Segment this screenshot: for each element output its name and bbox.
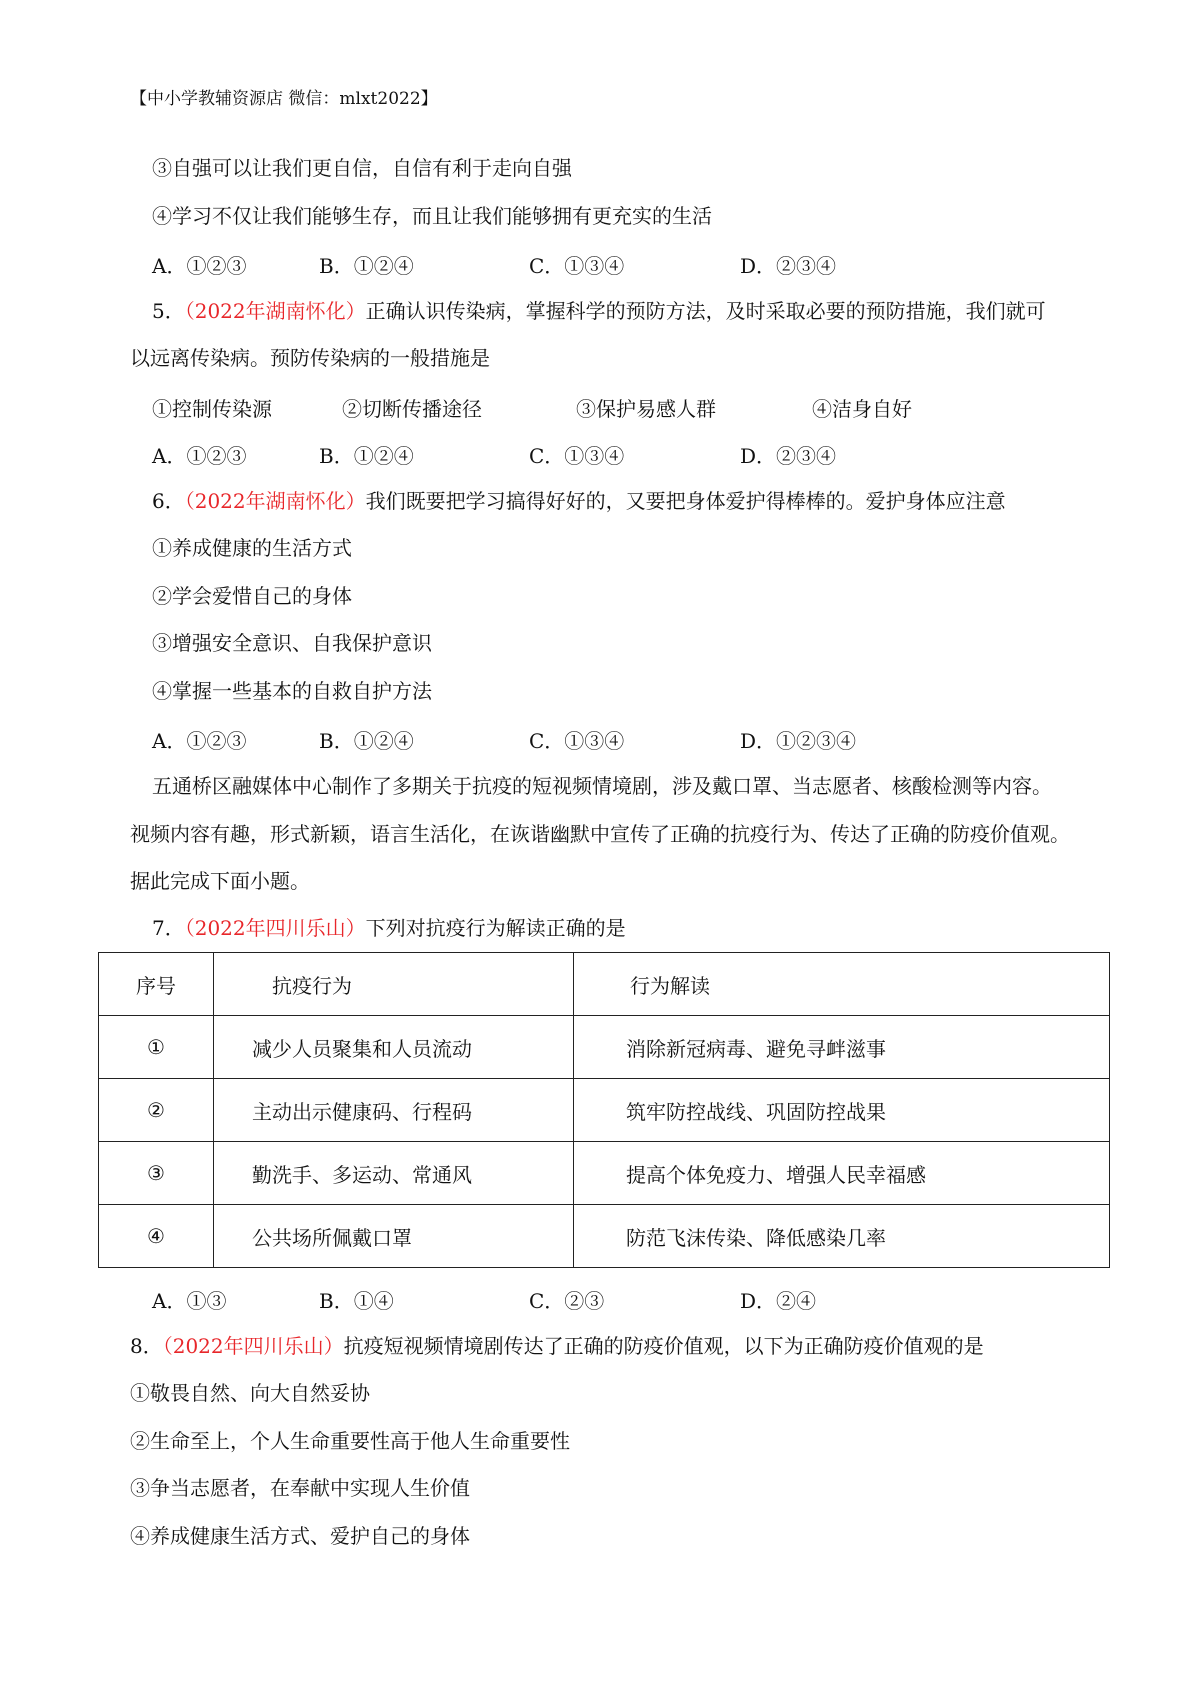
q6-option-c[interactable]: C．①③④: [529, 729, 625, 753]
table-row: [99, 1016, 1110, 1079]
table-cell-interpretation: 防范飞沫传染、降低感染几率: [574, 1205, 1110, 1268]
table-cell-index: ③: [99, 1142, 214, 1205]
q6-source: （2022年湖南怀化）: [184, 489, 366, 513]
q8-item-2: ②生命至上，个人生命重要性高于他人生命重要性: [130, 1429, 570, 1453]
q8-item-4: ④养成健康生活方式、爱护自己的身体: [130, 1524, 470, 1548]
q6-option-a[interactable]: A．①②③: [152, 729, 247, 753]
q5-option-d[interactable]: D．②③④: [740, 444, 837, 468]
q8-source: （2022年四川乐山）: [162, 1334, 344, 1358]
table-cell-interpretation: 提高个体免疫力、增强人民幸福感: [574, 1142, 1110, 1205]
q8-stem: [130, 1333, 984, 1359]
q6-option-b[interactable]: B．①②④: [319, 729, 414, 753]
table-cell-index: ①: [99, 1016, 214, 1079]
table-cell-index: ②: [99, 1079, 214, 1142]
table-cell-action: 公共场所佩戴口罩: [214, 1205, 574, 1268]
table-row: [99, 1142, 1110, 1205]
q4-item-4: ④学习不仅让我们能够生存，而且让我们能够拥有更充实的生活: [152, 204, 712, 228]
q5-item-1: ①控制传染源: [152, 397, 272, 421]
table-cell-action: 减少人员聚集和人员流动: [214, 1016, 574, 1079]
q5-item-4: ④洁身自好: [812, 397, 912, 421]
q4-option-b[interactable]: B．①②④: [319, 254, 414, 278]
table-header-index: 序号: [99, 953, 214, 1016]
q6-item-2: ②学会爱惜自己的身体: [152, 584, 352, 608]
q7-option-a[interactable]: A．①③: [152, 1289, 227, 1313]
q5-item-3: ③保护易感人群: [576, 397, 716, 421]
table-cell-index: ④: [99, 1205, 214, 1268]
q8-stem-text: 抗疫短视频情境剧传达了正确的防疫价值观，以下为正确防疫价值观的是: [343, 1334, 984, 1358]
table-row: [99, 1079, 1110, 1142]
page-header: 【中小学教辅资源店 微信：mlxt2022】: [130, 89, 438, 109]
table-cell-action: 主动出示健康码、行程码: [214, 1079, 574, 1142]
q5-number: 5．: [152, 299, 185, 323]
q5-item-2: ②切断传播途径: [342, 397, 482, 421]
passage-line-1: 五通桥区融媒体中心制作了多期关于抗疫的短视频情境剧，涉及戴口罩、当志愿者、核酸检测等内容。: [152, 774, 1052, 798]
table-row: [99, 1205, 1110, 1268]
q5-option-c[interactable]: C．①③④: [529, 444, 625, 468]
q7-stem: [152, 915, 626, 941]
q6-number: 6．: [152, 489, 185, 513]
q7-table: [98, 952, 1110, 1268]
q7-source: （2022年四川乐山）: [184, 916, 366, 940]
q7-number: 7．: [152, 916, 185, 940]
q8-number: 8．: [130, 1334, 163, 1358]
q6-item-1: ①养成健康的生活方式: [152, 536, 352, 560]
q7-option-c[interactable]: C．②③: [529, 1289, 605, 1313]
q7-stem-text: 下列对抗疫行为解读正确的是: [365, 916, 626, 940]
q4-option-c[interactable]: C．①③④: [529, 254, 625, 278]
q6-option-d[interactable]: D．①②③④: [740, 729, 857, 753]
q6-item-3: ③增强安全意识、自我保护意识: [152, 631, 432, 655]
q6-stem-text: 我们既要把学习搞得好好的，又要把身体爱护得棒棒的。爱护身体应注意: [365, 489, 1006, 513]
q8-item-1: ①敬畏自然、向大自然妥协: [130, 1381, 370, 1405]
q5-option-a[interactable]: A．①②③: [152, 444, 247, 468]
q6-item-4: ④掌握一些基本的自救自护方法: [152, 679, 432, 703]
table-header-row: [99, 953, 1110, 1016]
q5-stem: [152, 298, 1046, 324]
passage-line-3: 据此完成下面小题。: [130, 869, 310, 893]
q8-item-3: ③争当志愿者，在奉献中实现人生价值: [130, 1476, 470, 1500]
q4-option-d[interactable]: D．②③④: [740, 254, 837, 278]
table-cell-action: 勤洗手、多运动、常通风: [214, 1142, 574, 1205]
q5-option-b[interactable]: B．①②④: [319, 444, 414, 468]
table-header-interpretation: 行为解读: [574, 953, 1110, 1016]
table-cell-interpretation: 消除新冠病毒、避免寻衅滋事: [574, 1016, 1110, 1079]
q4-option-a[interactable]: A．①②③: [152, 254, 247, 278]
table-header-action: 抗疫行为: [214, 953, 574, 1016]
q4-item-3: ③自强可以让我们更自信，自信有利于走向自强: [152, 156, 572, 180]
passage-line-2: 视频内容有趣，形式新颖，语言生活化，在诙谐幽默中宣传了正确的抗疫行为、传达了正确的防疫价值观。: [130, 822, 1070, 846]
q5-stem-line2: 以远离传染病。预防传染病的一般措施是: [130, 346, 490, 370]
q6-stem: [152, 488, 1006, 514]
q5-stem-text: 正确认识传染病，掌握科学的预防方法，及时采取必要的预防措施，我们就可: [365, 299, 1046, 323]
q7-option-b[interactable]: B．①④: [319, 1289, 394, 1313]
q5-source: （2022年湖南怀化）: [184, 299, 366, 323]
q7-option-d[interactable]: D．②④: [740, 1289, 817, 1313]
table-cell-interpretation: 筑牢防控战线、巩固防控战果: [574, 1079, 1110, 1142]
